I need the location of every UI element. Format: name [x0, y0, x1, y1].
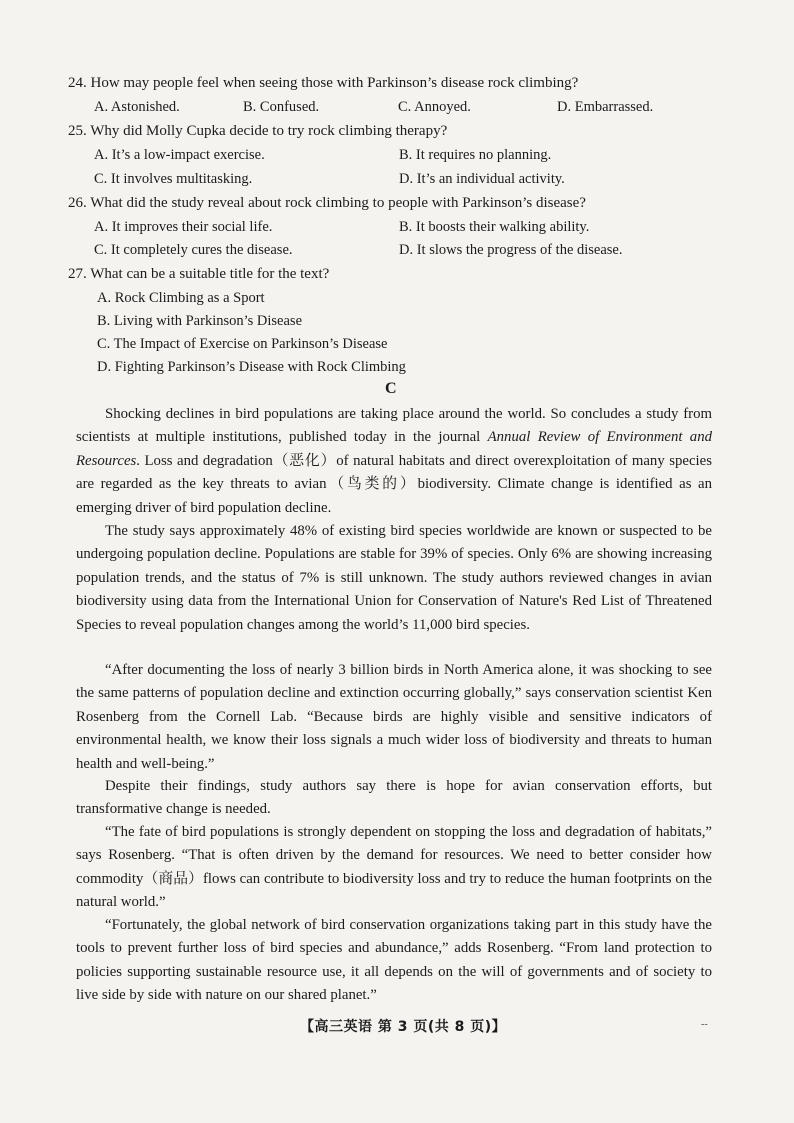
passage-paragraph-2: The study says approximately 48% of existing bird species worldwide are known or suspected to be undergoing population decline. Populations are stable for 39% of species. Only 6% are showing increasing population trends, and the status of 7% is still unknown. The study authors reviewed changes in avian biodiversity using data from the International Union for Conservation of Nature's Red List of Threatened Species to reveal population changes among the world’s 11,000 bird species.: [76, 523, 712, 633]
question-24-option-d: D. Embarrassed.: [557, 99, 654, 115]
question-24-stem: 24. How may people feel when seeing those with Parkinson’s disease rock climbing?: [68, 75, 579, 91]
journal-title: Annual Review of Environment and Resources: [76, 429, 713, 469]
question-25-stem: 25. Why did Molly Cupka decide to try rock climbing therapy?: [68, 123, 448, 139]
question-27-option-d: D. Fighting Parkinson’s Disease with Rock Climbing: [97, 359, 406, 375]
question-25-option-d: D. It’s an individual activity.: [399, 171, 565, 187]
question-24-option-c: C. Annoyed.: [398, 99, 471, 115]
question-25-option-b: B. It requires no planning.: [399, 147, 552, 163]
question-25-option-a: A. It’s a low-impact exercise.: [94, 147, 265, 163]
paragraph-1-part-a: Shocking declines in bird populations are taking place around the world. So concludes a study from scientists at multiple institutions, published today in the journal: [76, 406, 712, 446]
question-24-option-b: B. Confused.: [243, 99, 320, 115]
corner-mark: --: [701, 1019, 708, 1030]
passage-paragraph-1: [76, 403, 712, 520]
question-24-option-a: A. Astonished.: [94, 99, 180, 115]
question-26-option-c: C. It completely cures the disease.: [94, 242, 293, 258]
question-25-option-c: C. It involves multitasking.: [94, 171, 253, 187]
passage-paragraph-4: Despite their findings, study authors say there is hope for avian conservation efforts, but transformative change is needed.: [76, 778, 712, 818]
passage-paragraph-5: “The fate of bird populations is strongly dependent on stopping the loss and degradation of habitats,” says Rosenberg. “That is often driven by the demand for resources. We need to better consider how commodity（商品）flows can contribute to biodiversity loss and try to reduce the human footprints on the natural world.”: [76, 824, 712, 911]
passage-paragraph-6: “Fortunately, the global network of bird conservation organizations taking part in this study have the tools to prevent further loss of bird species and abundance,” adds Rosenberg. “From land protection to policies supporting sustainable resource use, it all depends on the will of governments and of society to live side by side with nature on our shared planet.”: [76, 917, 712, 1004]
question-27-option-c: C. The Impact of Exercise on Parkinson’s Disease: [97, 336, 388, 352]
paragraph-1-part-b: . Loss and degradation（恶化）of natural habitats and direct overexploitation of many species are regarded as the key threats to avian（鸟类的）biodiversity. Climate change is identified as an emerging driver of bird population decline.: [76, 452, 712, 516]
question-27-stem: 27. What can be a suitable title for the text?: [68, 266, 330, 282]
passage-section-letter: C: [385, 380, 397, 397]
question-26-stem: 26. What did the study reveal about rock climbing to people with Parkinson’s disease?: [68, 195, 586, 211]
page-footer: 【高三英语 第 3 页(共 8 页)】: [300, 1019, 507, 1035]
question-26-option-d: D. It slows the progress of the disease.: [399, 242, 623, 258]
question-26-option-a: A. It improves their social life.: [94, 219, 273, 235]
question-26-option-b: B. It boosts their walking ability.: [399, 219, 590, 235]
passage-paragraph-3: “After documenting the loss of nearly 3 billion birds in North America alone, it was shocking to see the same patterns of population decline and extinction occurring globally,” says conservation scientist Ken Rosenberg from the Cornell Lab. “Because birds are highly visible and sensitive indicators of environmental health, we know their loss signals a much wider loss of biodiversity and threats to human health and well-being.”: [76, 662, 712, 772]
question-27-option-a: A. Rock Climbing as a Sport: [97, 290, 265, 306]
question-27-option-b: B. Living with Parkinson’s Disease: [97, 313, 303, 329]
